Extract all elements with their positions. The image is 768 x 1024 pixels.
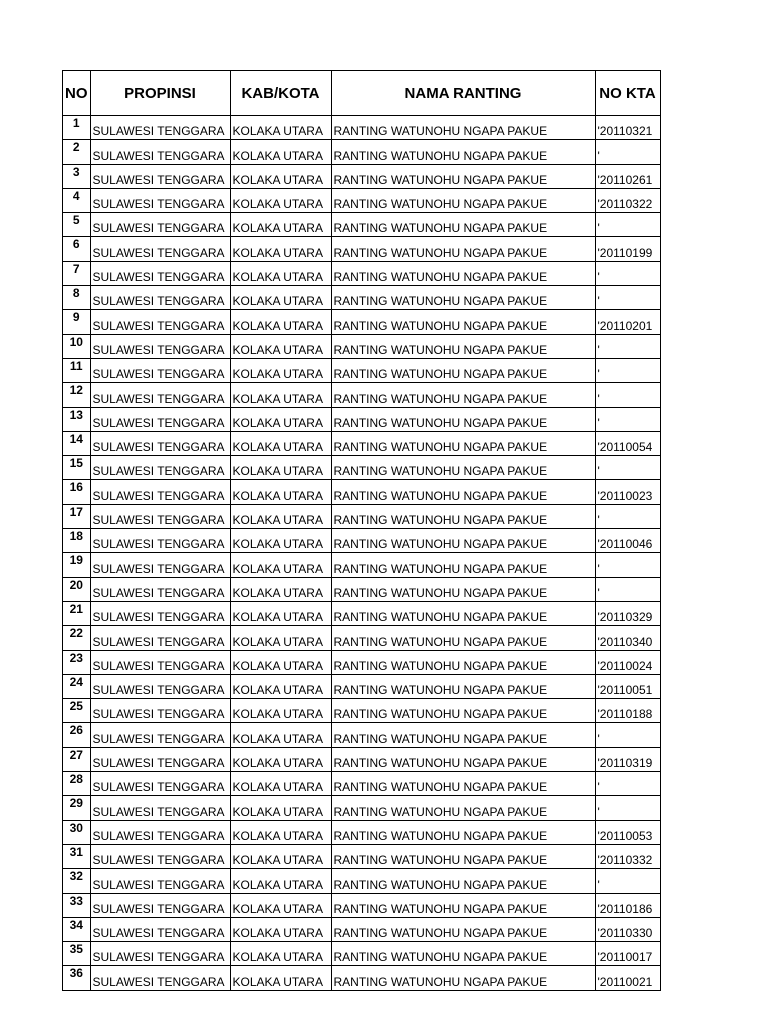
cell-no-kta: '20110321 <box>595 116 660 140</box>
header-kab-kota: KAB/KOTA <box>230 71 331 116</box>
table-row <box>63 796 661 820</box>
header-row <box>63 71 661 116</box>
cell-kab-kota: KOLAKA UTARA <box>230 213 331 237</box>
cell-nama-ranting: RANTING WATUNOHU NGAPA PAKUE <box>331 553 595 577</box>
cell-nama-ranting: RANTING WATUNOHU NGAPA PAKUE <box>331 188 595 212</box>
cell-nama-ranting: RANTING WATUNOHU NGAPA PAKUE <box>331 844 595 868</box>
cell-nama-ranting: RANTING WATUNOHU NGAPA PAKUE <box>331 504 595 528</box>
cell-no-kta: '20110322 <box>595 188 660 212</box>
cell-nama-ranting: RANTING WATUNOHU NGAPA PAKUE <box>331 942 595 966</box>
cell-kab-kota: KOLAKA UTARA <box>230 577 331 601</box>
cell-no: 28 <box>63 772 91 796</box>
table-row <box>63 164 661 188</box>
cell-propinsi: SULAWESI TENGGARA <box>90 869 230 893</box>
cell-kab-kota: KOLAKA UTARA <box>230 893 331 917</box>
cell-no-kta: '20110021 <box>595 966 660 990</box>
cell-no: 27 <box>63 747 91 771</box>
cell-no: 35 <box>63 942 91 966</box>
cell-propinsi: SULAWESI TENGGARA <box>90 626 230 650</box>
table-row <box>63 456 661 480</box>
cell-no: 18 <box>63 529 91 553</box>
cell-no: 8 <box>63 286 91 310</box>
cell-no: 7 <box>63 261 91 285</box>
cell-nama-ranting: RANTING WATUNOHU NGAPA PAKUE <box>331 966 595 990</box>
cell-nama-ranting: RANTING WATUNOHU NGAPA PAKUE <box>331 699 595 723</box>
header-nama-ranting: NAMA RANTING <box>331 71 595 116</box>
table-row <box>63 674 661 698</box>
cell-no-kta: ' <box>595 286 660 310</box>
cell-kab-kota: KOLAKA UTARA <box>230 286 331 310</box>
cell-no: 22 <box>63 626 91 650</box>
table-row <box>63 310 661 334</box>
table-row <box>63 699 661 723</box>
cell-kab-kota: KOLAKA UTARA <box>230 796 331 820</box>
table-row <box>63 358 661 382</box>
table-row <box>63 650 661 674</box>
cell-nama-ranting: RANTING WATUNOHU NGAPA PAKUE <box>331 213 595 237</box>
cell-nama-ranting: RANTING WATUNOHU NGAPA PAKUE <box>331 529 595 553</box>
cell-kab-kota: KOLAKA UTARA <box>230 310 331 334</box>
cell-propinsi: SULAWESI TENGGARA <box>90 577 230 601</box>
cell-no-kta: ' <box>595 504 660 528</box>
cell-kab-kota: KOLAKA UTARA <box>230 116 331 140</box>
cell-kab-kota: KOLAKA UTARA <box>230 407 331 431</box>
cell-kab-kota: KOLAKA UTARA <box>230 553 331 577</box>
cell-no: 2 <box>63 140 91 164</box>
cell-no: 20 <box>63 577 91 601</box>
cell-nama-ranting: RANTING WATUNOHU NGAPA PAKUE <box>331 723 595 747</box>
table-row <box>63 820 661 844</box>
cell-no: 5 <box>63 213 91 237</box>
cell-propinsi: SULAWESI TENGGARA <box>90 553 230 577</box>
table-row <box>63 942 661 966</box>
cell-nama-ranting: RANTING WATUNOHU NGAPA PAKUE <box>331 431 595 455</box>
member-table <box>62 70 661 991</box>
table-row <box>63 917 661 941</box>
cell-nama-ranting: RANTING WATUNOHU NGAPA PAKUE <box>331 577 595 601</box>
cell-no-kta: ' <box>595 407 660 431</box>
cell-no-kta: '20110340 <box>595 626 660 650</box>
cell-no-kta: ' <box>595 796 660 820</box>
cell-kab-kota: KOLAKA UTARA <box>230 966 331 990</box>
table-row <box>63 261 661 285</box>
cell-no: 4 <box>63 188 91 212</box>
table-row <box>63 480 661 504</box>
cell-no-kta: '20110330 <box>595 917 660 941</box>
cell-kab-kota: KOLAKA UTARA <box>230 140 331 164</box>
table-row <box>63 504 661 528</box>
cell-propinsi: SULAWESI TENGGARA <box>90 796 230 820</box>
cell-propinsi: SULAWESI TENGGARA <box>90 772 230 796</box>
cell-propinsi: SULAWESI TENGGARA <box>90 820 230 844</box>
cell-no-kta: '20110201 <box>595 310 660 334</box>
table-row <box>63 966 661 990</box>
cell-propinsi: SULAWESI TENGGARA <box>90 334 230 358</box>
cell-nama-ranting: RANTING WATUNOHU NGAPA PAKUE <box>331 164 595 188</box>
cell-nama-ranting: RANTING WATUNOHU NGAPA PAKUE <box>331 772 595 796</box>
table-row <box>63 431 661 455</box>
cell-no: 33 <box>63 893 91 917</box>
cell-no-kta: '20110319 <box>595 747 660 771</box>
cell-no: 14 <box>63 431 91 455</box>
header-no-kta: NO KTA <box>595 71 660 116</box>
table-row <box>63 601 661 625</box>
cell-propinsi: SULAWESI TENGGARA <box>90 747 230 771</box>
cell-no-kta: ' <box>595 383 660 407</box>
cell-propinsi: SULAWESI TENGGARA <box>90 188 230 212</box>
cell-no-kta: '20110329 <box>595 601 660 625</box>
cell-no-kta: '20110332 <box>595 844 660 868</box>
cell-no: 6 <box>63 237 91 261</box>
cell-kab-kota: KOLAKA UTARA <box>230 601 331 625</box>
cell-propinsi: SULAWESI TENGGARA <box>90 164 230 188</box>
cell-no: 13 <box>63 407 91 431</box>
table-row <box>63 577 661 601</box>
cell-no: 26 <box>63 723 91 747</box>
cell-kab-kota: KOLAKA UTARA <box>230 237 331 261</box>
cell-nama-ranting: RANTING WATUNOHU NGAPA PAKUE <box>331 893 595 917</box>
cell-no: 32 <box>63 869 91 893</box>
cell-no-kta: ' <box>595 553 660 577</box>
cell-no: 9 <box>63 310 91 334</box>
cell-kab-kota: KOLAKA UTARA <box>230 504 331 528</box>
cell-no-kta: ' <box>595 456 660 480</box>
table-row <box>63 893 661 917</box>
cell-kab-kota: KOLAKA UTARA <box>230 674 331 698</box>
cell-nama-ranting: RANTING WATUNOHU NGAPA PAKUE <box>331 116 595 140</box>
cell-nama-ranting: RANTING WATUNOHU NGAPA PAKUE <box>331 140 595 164</box>
cell-nama-ranting: RANTING WATUNOHU NGAPA PAKUE <box>331 917 595 941</box>
cell-kab-kota: KOLAKA UTARA <box>230 480 331 504</box>
cell-kab-kota: KOLAKA UTARA <box>230 942 331 966</box>
cell-no: 21 <box>63 601 91 625</box>
cell-no-kta: ' <box>595 334 660 358</box>
cell-no: 15 <box>63 456 91 480</box>
cell-no: 29 <box>63 796 91 820</box>
cell-no: 31 <box>63 844 91 868</box>
cell-no-kta: ' <box>595 140 660 164</box>
cell-propinsi: SULAWESI TENGGARA <box>90 674 230 698</box>
cell-nama-ranting: RANTING WATUNOHU NGAPA PAKUE <box>331 650 595 674</box>
cell-no: 10 <box>63 334 91 358</box>
cell-kab-kota: KOLAKA UTARA <box>230 358 331 382</box>
cell-kab-kota: KOLAKA UTARA <box>230 699 331 723</box>
cell-kab-kota: KOLAKA UTARA <box>230 626 331 650</box>
table-row <box>63 213 661 237</box>
cell-no-kta: ' <box>595 723 660 747</box>
cell-kab-kota: KOLAKA UTARA <box>230 334 331 358</box>
cell-nama-ranting: RANTING WATUNOHU NGAPA PAKUE <box>331 796 595 820</box>
cell-no-kta: '20110046 <box>595 529 660 553</box>
cell-no-kta: '20110053 <box>595 820 660 844</box>
cell-propinsi: SULAWESI TENGGARA <box>90 116 230 140</box>
cell-propinsi: SULAWESI TENGGARA <box>90 966 230 990</box>
cell-no-kta: '20110188 <box>595 699 660 723</box>
cell-no: 3 <box>63 164 91 188</box>
cell-propinsi: SULAWESI TENGGARA <box>90 723 230 747</box>
table-row <box>63 286 661 310</box>
cell-propinsi: SULAWESI TENGGARA <box>90 844 230 868</box>
cell-nama-ranting: RANTING WATUNOHU NGAPA PAKUE <box>331 869 595 893</box>
cell-nama-ranting: RANTING WATUNOHU NGAPA PAKUE <box>331 334 595 358</box>
cell-no: 11 <box>63 358 91 382</box>
cell-no: 30 <box>63 820 91 844</box>
table-row <box>63 140 661 164</box>
table-row <box>63 116 661 140</box>
table-row <box>63 237 661 261</box>
table-row <box>63 383 661 407</box>
cell-nama-ranting: RANTING WATUNOHU NGAPA PAKUE <box>331 480 595 504</box>
cell-nama-ranting: RANTING WATUNOHU NGAPA PAKUE <box>331 261 595 285</box>
cell-propinsi: SULAWESI TENGGARA <box>90 893 230 917</box>
cell-propinsi: SULAWESI TENGGARA <box>90 601 230 625</box>
cell-kab-kota: KOLAKA UTARA <box>230 188 331 212</box>
table-row <box>63 772 661 796</box>
cell-nama-ranting: RANTING WATUNOHU NGAPA PAKUE <box>331 626 595 650</box>
cell-propinsi: SULAWESI TENGGARA <box>90 213 230 237</box>
cell-nama-ranting: RANTING WATUNOHU NGAPA PAKUE <box>331 407 595 431</box>
cell-no: 34 <box>63 917 91 941</box>
cell-no: 24 <box>63 674 91 698</box>
cell-nama-ranting: RANTING WATUNOHU NGAPA PAKUE <box>331 237 595 261</box>
cell-propinsi: SULAWESI TENGGARA <box>90 261 230 285</box>
cell-propinsi: SULAWESI TENGGARA <box>90 942 230 966</box>
cell-kab-kota: KOLAKA UTARA <box>230 529 331 553</box>
cell-no: 36 <box>63 966 91 990</box>
cell-no-kta: '20110186 <box>595 893 660 917</box>
cell-propinsi: SULAWESI TENGGARA <box>90 383 230 407</box>
cell-nama-ranting: RANTING WATUNOHU NGAPA PAKUE <box>331 456 595 480</box>
cell-no-kta: ' <box>595 772 660 796</box>
cell-propinsi: SULAWESI TENGGARA <box>90 699 230 723</box>
cell-propinsi: SULAWESI TENGGARA <box>90 650 230 674</box>
table-row <box>63 844 661 868</box>
cell-no-kta: ' <box>595 261 660 285</box>
cell-kab-kota: KOLAKA UTARA <box>230 723 331 747</box>
cell-propinsi: SULAWESI TENGGARA <box>90 529 230 553</box>
table-row <box>63 188 661 212</box>
cell-no: 23 <box>63 650 91 674</box>
cell-no-kta: '20110023 <box>595 480 660 504</box>
cell-propinsi: SULAWESI TENGGARA <box>90 358 230 382</box>
cell-nama-ranting: RANTING WATUNOHU NGAPA PAKUE <box>331 383 595 407</box>
cell-kab-kota: KOLAKA UTARA <box>230 869 331 893</box>
cell-nama-ranting: RANTING WATUNOHU NGAPA PAKUE <box>331 286 595 310</box>
cell-no-kta: '20110017 <box>595 942 660 966</box>
cell-nama-ranting: RANTING WATUNOHU NGAPA PAKUE <box>331 747 595 771</box>
cell-kab-kota: KOLAKA UTARA <box>230 456 331 480</box>
cell-no-kta: '20110051 <box>595 674 660 698</box>
cell-kab-kota: KOLAKA UTARA <box>230 431 331 455</box>
cell-propinsi: SULAWESI TENGGARA <box>90 480 230 504</box>
cell-no-kta: '20110054 <box>595 431 660 455</box>
cell-no-kta: '20110199 <box>595 237 660 261</box>
cell-no-kta: '20110261 <box>595 164 660 188</box>
cell-kab-kota: KOLAKA UTARA <box>230 383 331 407</box>
cell-nama-ranting: RANTING WATUNOHU NGAPA PAKUE <box>331 820 595 844</box>
cell-kab-kota: KOLAKA UTARA <box>230 917 331 941</box>
cell-nama-ranting: RANTING WATUNOHU NGAPA PAKUE <box>331 310 595 334</box>
table-row <box>63 626 661 650</box>
table-row <box>63 529 661 553</box>
table-row <box>63 869 661 893</box>
cell-kab-kota: KOLAKA UTARA <box>230 844 331 868</box>
cell-propinsi: SULAWESI TENGGARA <box>90 237 230 261</box>
cell-propinsi: SULAWESI TENGGARA <box>90 456 230 480</box>
cell-no: 16 <box>63 480 91 504</box>
cell-propinsi: SULAWESI TENGGARA <box>90 917 230 941</box>
cell-kab-kota: KOLAKA UTARA <box>230 650 331 674</box>
cell-no-kta: ' <box>595 213 660 237</box>
cell-no: 12 <box>63 383 91 407</box>
cell-propinsi: SULAWESI TENGGARA <box>90 310 230 334</box>
cell-no: 1 <box>63 116 91 140</box>
cell-no: 19 <box>63 553 91 577</box>
cell-propinsi: SULAWESI TENGGARA <box>90 140 230 164</box>
cell-nama-ranting: RANTING WATUNOHU NGAPA PAKUE <box>331 358 595 382</box>
cell-kab-kota: KOLAKA UTARA <box>230 164 331 188</box>
cell-kab-kota: KOLAKA UTARA <box>230 772 331 796</box>
cell-kab-kota: KOLAKA UTARA <box>230 747 331 771</box>
cell-no-kta: '20110024 <box>595 650 660 674</box>
cell-propinsi: SULAWESI TENGGARA <box>90 504 230 528</box>
cell-propinsi: SULAWESI TENGGARA <box>90 431 230 455</box>
table-row <box>63 407 661 431</box>
cell-kab-kota: KOLAKA UTARA <box>230 261 331 285</box>
cell-no-kta: ' <box>595 869 660 893</box>
table-body <box>63 116 661 991</box>
cell-propinsi: SULAWESI TENGGARA <box>90 407 230 431</box>
table-row <box>63 334 661 358</box>
cell-nama-ranting: RANTING WATUNOHU NGAPA PAKUE <box>331 601 595 625</box>
cell-no: 25 <box>63 699 91 723</box>
cell-nama-ranting: RANTING WATUNOHU NGAPA PAKUE <box>331 674 595 698</box>
cell-kab-kota: KOLAKA UTARA <box>230 820 331 844</box>
cell-no-kta: ' <box>595 577 660 601</box>
table-row <box>63 747 661 771</box>
table-row <box>63 723 661 747</box>
header-no: NO <box>63 71 91 116</box>
cell-no-kta: ' <box>595 358 660 382</box>
table-row <box>63 553 661 577</box>
header-propinsi: PROPINSI <box>90 71 230 116</box>
cell-no: 17 <box>63 504 91 528</box>
cell-propinsi: SULAWESI TENGGARA <box>90 286 230 310</box>
